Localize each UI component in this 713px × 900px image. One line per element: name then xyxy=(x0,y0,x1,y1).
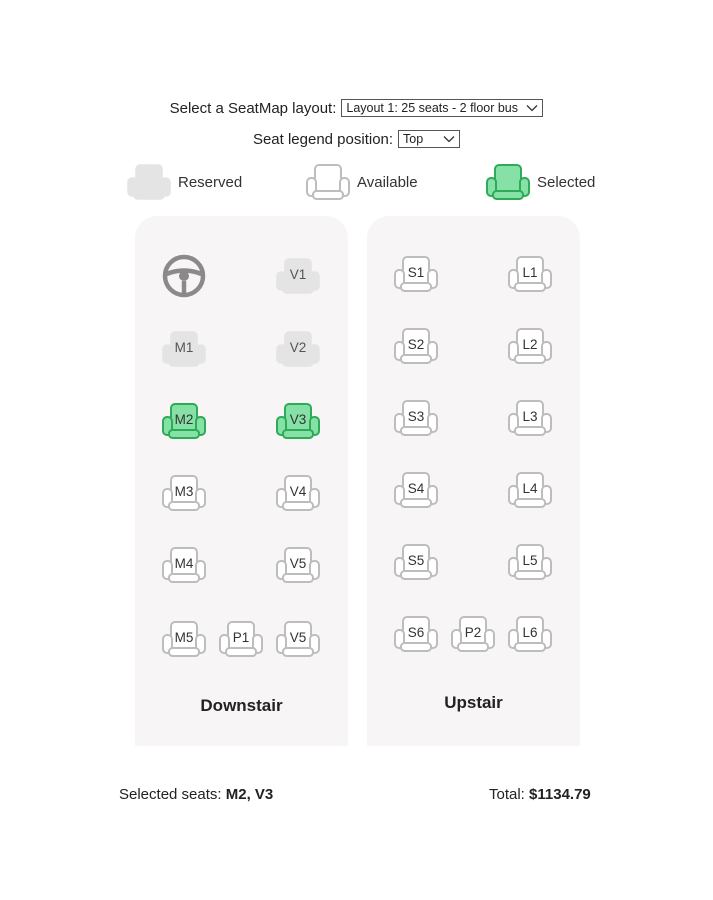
seat-icon xyxy=(393,254,439,294)
seat-label: M3 xyxy=(174,484,194,499)
seat-icon xyxy=(507,326,553,366)
seat-icon xyxy=(161,401,207,441)
seat-label: V5 xyxy=(289,630,307,645)
seat-icon xyxy=(393,470,439,510)
seat-L5[interactable] xyxy=(507,542,553,582)
seat-icon xyxy=(161,619,207,659)
seat-icon xyxy=(393,614,439,654)
seat-S6[interactable] xyxy=(393,614,439,654)
seat-label: L2 xyxy=(522,337,538,352)
seat-icon xyxy=(275,545,321,585)
total-value: $1134.79 xyxy=(529,786,591,803)
seat-label: M4 xyxy=(174,556,194,571)
seat-label: L1 xyxy=(522,265,538,280)
seat-V3[interactable] xyxy=(275,401,321,441)
selected-seats-summary xyxy=(119,786,273,803)
selected-seats-label: Selected seats: xyxy=(119,786,222,803)
seat-P1[interactable] xyxy=(218,619,264,659)
seat-icon xyxy=(161,473,207,513)
chevron-down-icon xyxy=(526,104,538,112)
seat-L6[interactable] xyxy=(507,614,553,654)
seat-icon xyxy=(507,542,553,582)
seat-label: P2 xyxy=(464,625,482,640)
seat-label: S4 xyxy=(407,481,425,496)
total-label: Total: xyxy=(489,786,525,803)
legend-position-label: Seat legend position: xyxy=(252,130,394,148)
legend-position-row xyxy=(0,130,713,148)
seat-label: L5 xyxy=(522,553,538,568)
seat-icon xyxy=(275,401,321,441)
seat-S1[interactable] xyxy=(393,254,439,294)
seat-icon xyxy=(275,473,321,513)
seat-L1[interactable] xyxy=(507,254,553,294)
seat-V5[interactable] xyxy=(275,545,321,585)
seat-S4[interactable] xyxy=(393,470,439,510)
legend-available xyxy=(305,162,418,202)
seat-icon xyxy=(161,545,207,585)
available-seat-icon xyxy=(305,162,351,202)
seat-label: V1 xyxy=(289,267,307,282)
layout-control-row xyxy=(0,99,713,117)
seat-S5[interactable] xyxy=(393,542,439,582)
seat-M1 xyxy=(161,329,207,369)
legend-position-select[interactable] xyxy=(398,130,460,148)
seat-label: V3 xyxy=(289,412,307,427)
seat-S3[interactable] xyxy=(393,398,439,438)
floor-title-downstair: Downstair xyxy=(200,696,283,715)
seat-icon xyxy=(393,326,439,366)
seat-S2[interactable] xyxy=(393,326,439,366)
steering-wheel-icon xyxy=(162,254,206,298)
seat-icon xyxy=(275,329,321,369)
seat-label: P1 xyxy=(232,630,250,645)
legend-available-label: Available xyxy=(357,173,418,191)
total-summary xyxy=(489,786,591,803)
seat-M2[interactable] xyxy=(161,401,207,441)
seat-icon xyxy=(507,470,553,510)
layout-select[interactable] xyxy=(341,99,543,117)
seat-label: S6 xyxy=(407,625,425,640)
seat-label: L6 xyxy=(522,625,538,640)
seat-V5-rear[interactable] xyxy=(275,619,321,659)
seat-icon xyxy=(507,398,553,438)
seat-M4[interactable] xyxy=(161,545,207,585)
seat-icon xyxy=(393,398,439,438)
selected-seat-icon xyxy=(485,162,531,202)
seat-icon xyxy=(393,542,439,582)
seat-icon xyxy=(275,619,321,659)
seat-label: M5 xyxy=(174,630,194,645)
seat-P2[interactable] xyxy=(450,614,496,654)
seat-label: S1 xyxy=(407,265,425,280)
layout-select-label: Select a SeatMap layout: xyxy=(169,99,337,117)
seat-label: M2 xyxy=(174,412,194,427)
seat-L2[interactable] xyxy=(507,326,553,366)
downstair-panel xyxy=(135,216,348,746)
seat-M3[interactable] xyxy=(161,473,207,513)
floor-title-upstair: Upstair xyxy=(444,693,503,712)
seat-label: M1 xyxy=(174,340,194,355)
seat-label: V4 xyxy=(289,484,307,499)
seat-icon xyxy=(275,256,321,296)
layout-select-value: Layout 1: 25 seats - 2 floor bus xyxy=(346,101,519,115)
seat-icon xyxy=(507,614,553,654)
legend-reserved-label: Reserved xyxy=(178,173,243,191)
legend-position-value: Top xyxy=(403,132,424,146)
legend-selected-label: Selected xyxy=(537,173,596,191)
seat-label: S5 xyxy=(407,553,425,568)
legend-reserved xyxy=(126,162,242,202)
seat-V1 xyxy=(275,256,321,296)
seat-V4[interactable] xyxy=(275,473,321,513)
seat-icon xyxy=(507,254,553,294)
chevron-down-icon xyxy=(443,135,455,143)
seat-icon xyxy=(450,614,496,654)
seat-label: L4 xyxy=(522,481,538,496)
upstair-panel xyxy=(367,216,580,746)
seat-L4[interactable] xyxy=(507,470,553,510)
legend-selected xyxy=(485,162,595,202)
selected-seats-value: M2, V3 xyxy=(225,786,274,803)
seat-label: L3 xyxy=(522,409,538,424)
seat-icon xyxy=(161,329,207,369)
seat-icon xyxy=(218,619,264,659)
seat-label: V2 xyxy=(289,340,307,355)
seat-M5[interactable] xyxy=(161,619,207,659)
seat-label: S3 xyxy=(407,409,425,424)
seat-L3[interactable] xyxy=(507,398,553,438)
seat-label: S2 xyxy=(407,337,425,352)
seat-V2 xyxy=(275,329,321,369)
seat-label: V5 xyxy=(289,556,307,571)
reserved-seat-icon xyxy=(126,162,172,202)
